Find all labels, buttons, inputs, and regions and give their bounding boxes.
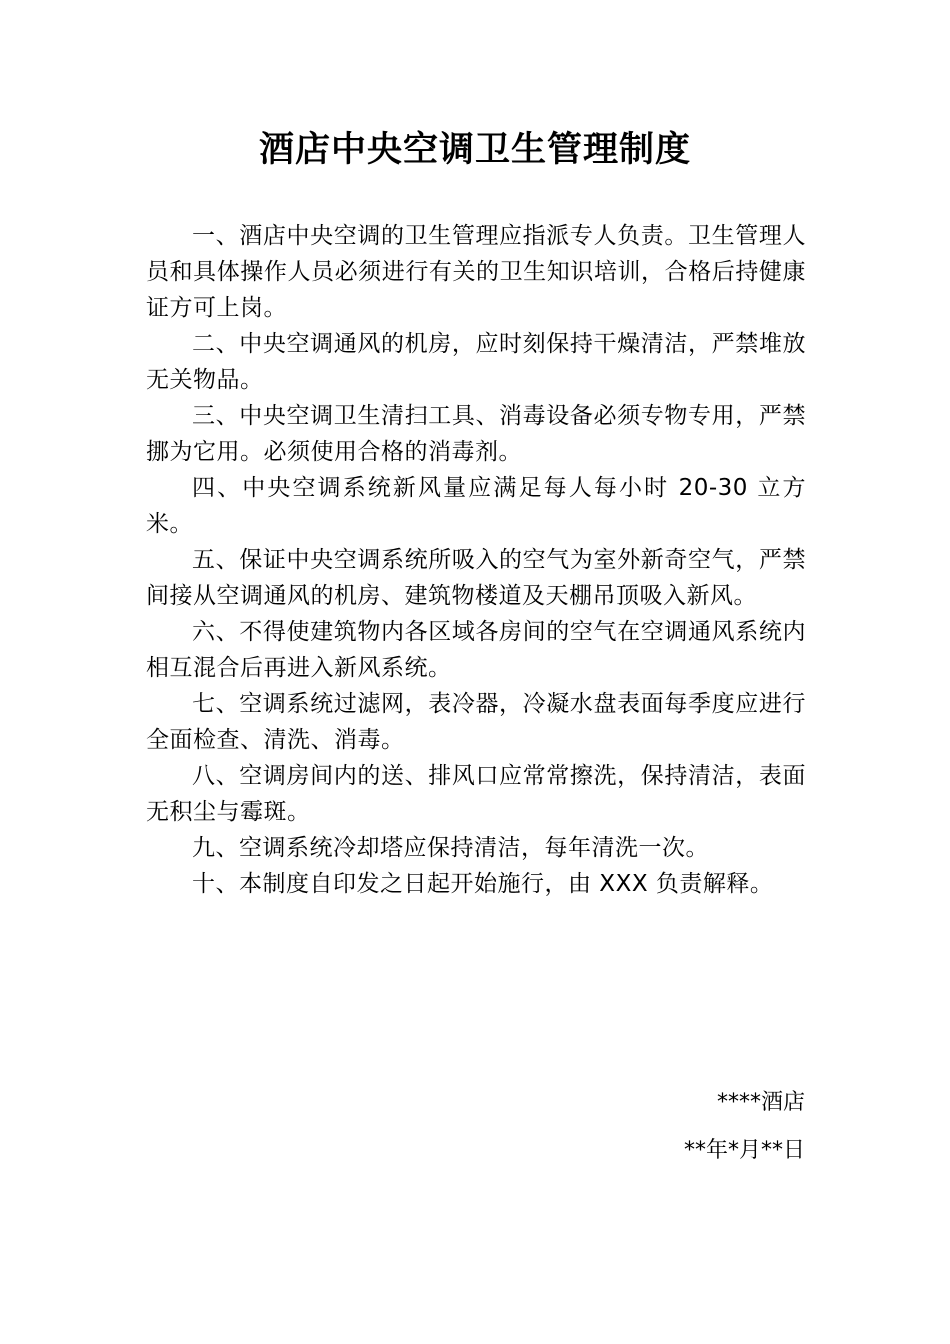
paragraph-7: 七、空调系统过滤网，表冷器，冷凝水盘表面每季度应进行全面检查、清洗、消毒。: [146, 691, 806, 753]
paragraph-9: 九、空调系统冷却塔应保持清洁，每年清洗一次。: [192, 835, 709, 861]
signature-date: **年*月**日: [683, 1138, 805, 1163]
document-body: [146, 218, 806, 902]
paragraph-8: 八、空调房间内的送、排风口应常常擦洗，保持清洁，表面无积尘与霉斑。: [146, 763, 806, 825]
paragraph-10: 十、本制度自印发之日起开始施行，由 XXX 负责解释。: [192, 871, 774, 897]
signature-organization: ****酒店: [716, 1090, 805, 1115]
paragraph-4: 四、中央空调系统新风量应满足每人每小时 20-30 立方米。: [146, 475, 806, 537]
document-title: 酒店中央空调卫生管理制度: [258, 130, 691, 170]
paragraph-1: 一、酒店中央空调的卫生管理应指派专人负责。卫生管理人员和具体操作人员必须进行有关的卫生知识培训，合格后持健康证方可上岗。: [146, 223, 806, 321]
paragraph-3: 三、中央空调卫生清扫工具、消毒设备必须专物专用，严禁挪为它用。必须使用合格的消毒剂。: [146, 403, 806, 465]
paragraph-5: 五、保证中央空调系统所吸入的空气为室外新奇空气，严禁间接从空调通风的机房、建筑物楼道及天棚吊顶吸入新风。: [146, 547, 806, 609]
paragraph-2: 二、中央空调通风的机房，应时刻保持干燥清洁，严禁堆放无关物品。: [146, 331, 806, 393]
signature-block: [684, 1085, 805, 1169]
paragraph-6: 六、不得使建筑物内各区域各房间的空气在空调通风系统内相互混合后再进入新风系统。: [146, 619, 806, 681]
